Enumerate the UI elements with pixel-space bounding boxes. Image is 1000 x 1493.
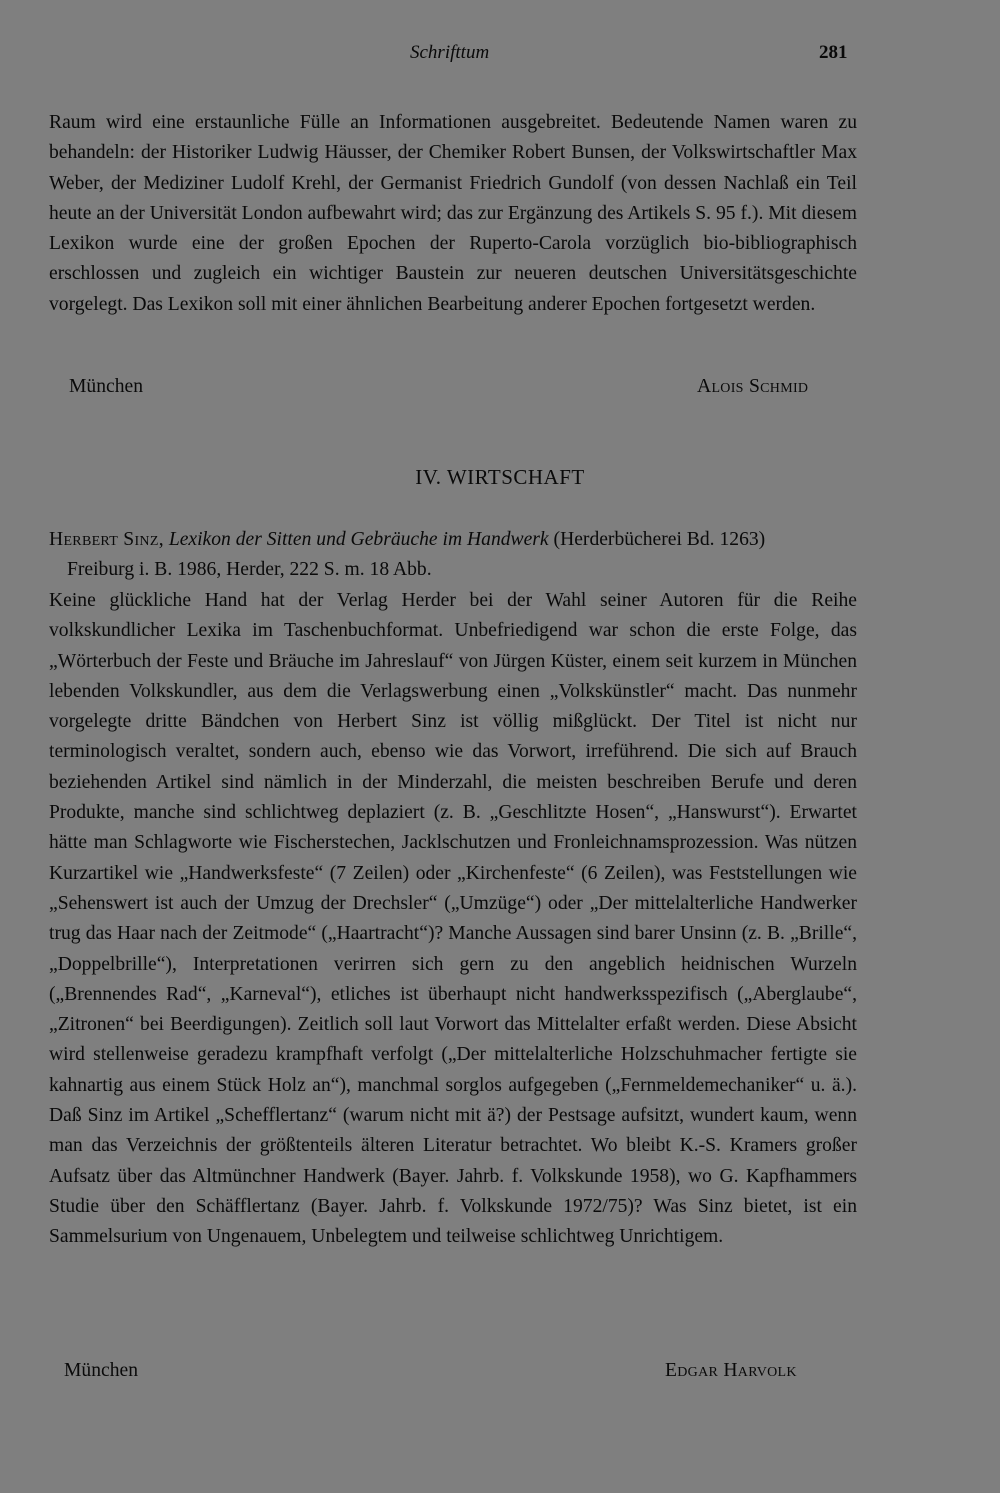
running-title: Schrifttum (410, 42, 490, 63)
review-2-body (49, 586, 857, 1253)
review-1-text: Raum wird eine erstaunliche Fülle an Informationen ausgebreitet. Bedeutende Namen waren zu behandeln: der Historiker Ludwig Häusser, der Chemiker Robert Bunsen, der Volkswirtschaftler Max Weber, der Mediziner Ludolf Krehl, der Germanist Friedrich Gundolf (von dessen Nachlaß ein Teil heute an der Universität London aufbewahrt wird; das zur Ergänzung des Artikels S. 95 f.). Mit diesem Lexikon wurde eine der großen Epochen der Ruperto-Carola vorzüglich bio-bibliographisch erschlossen und zugleich ein wichtiger Baustein zur neueren deutschen Universitätsgeschichte vorgelegt. Das Lexikon soll mit einer ähnlichen Bearbeitung anderer Epochen fortgesetzt werden. (49, 112, 857, 315)
review-2-place: München (64, 1360, 139, 1381)
page-header (0, 42, 1000, 72)
book-publication: Freiburg i. B. 1986, Herder, 222 S. m. 18 Abb. (67, 559, 432, 581)
review-2-text: Keine glückliche Hand hat der Verlag Herder bei der Wahl seiner Autoren für die Reihe volkskundlicher Lexika im Taschenbuchformat. Unbefriedigend war schon die erste Folge, das „Wörterbuch der Feste und Bräuche im Jahreslauf“ von Jürgen Küster, einem seit kurzem in München lebenden Volkskundler, aus dem die Verlagswerbung einen „Volkskünstler“ macht. Das nunmehr vorgelegte dritte Bändchen von Herbert Sinz ist völlig mißglückt. Der Titel ist nicht nur terminologisch veraltet, sondern auch, ebenso wie das Vorwort, irreführend. Die sich auf Brauch beziehenden Artikel sind nämlich in der Minderzahl, die meisten beschreiben Berufe und deren Produkte, manche sind schlichtweg deplaziert (z. B. „Geschlitzte Hosen“, „Hanswurst“). Erwartet hätte man Schlagworte wie Fischerstechen, Jacklschutzen und Fronleichnamsprozession. Was nützen Kurzartikel wie „Handwerksfeste“ (7 Zeilen) oder „Kirchenfeste“ (6 Zeilen), was Feststellungen wie „Sehenswert ist auch der Umzug der Drechsler“ („Umzüge“) oder „Der mittelalterliche Handwerker trug das Haar nach der Zeitmode“ („Haartracht“)? Manche Aussagen sind barer Unsinn (z. B. „Brille“, „Doppelbrille“), Interpretationen verirren sich gern zu den angeblich heidnischen Wurzeln („Brennendes Rad“, „Karneval“), etliches ist überhaupt nicht handwerksspezifisch („Aberglaube“, „Zitronen“ bei Beerdigungen). Zeitlich soll laut Vorwort das Mittelalter erfaßt werden. Diese Absicht wird stellenweise geradezu krampfhaft verfolgt („Der mittelalterliche Holzschuhmacher fertigte sie kahnartig aus einem Stück Holz an“), manchmal sorglos aufgegeben („Fernmeldemechaniker“ u. ä.). Daß Sinz im Artikel „Schefflertanz“ (warum nicht mit ä?) der Pestsage aufsitzt, wundert kaum, wenn man das Verzeichnis der größtenteils älteren Literatur betrachtet. Wo bleibt K.-S. Kramers großer Aufsatz über das Altmünchner Handwerk (Bayer. Jahrb. f. Volkskunde 1958), wo G. Kapfhammers Studie über den Schäfflertanz (Bayer. Jahrb. f. Volkskunde 1972/75)? Was Sinz bietet, ist ein Sammelsurium von Ungenauem, Unbelegtem und teilweise schlichtweg Unrichtigem. (49, 590, 857, 1248)
review-2-bibliographic-entry (49, 525, 869, 586)
book-series: (Herderbücherei Bd. 1263) (553, 529, 766, 550)
section-heading: IV. WIRTSCHAFT (415, 465, 585, 489)
review-1-author: Alois Schmid (697, 376, 809, 397)
book-title: Lexikon der Sitten und Gebräuche im Handwerk (168, 529, 549, 550)
page-number: 281 (819, 42, 848, 63)
review-2-author: Edgar Harvolk (665, 1360, 797, 1381)
review-1-place: München (69, 376, 144, 397)
book-author: Herbert Sinz, (49, 529, 164, 550)
review-1-body (49, 108, 857, 320)
